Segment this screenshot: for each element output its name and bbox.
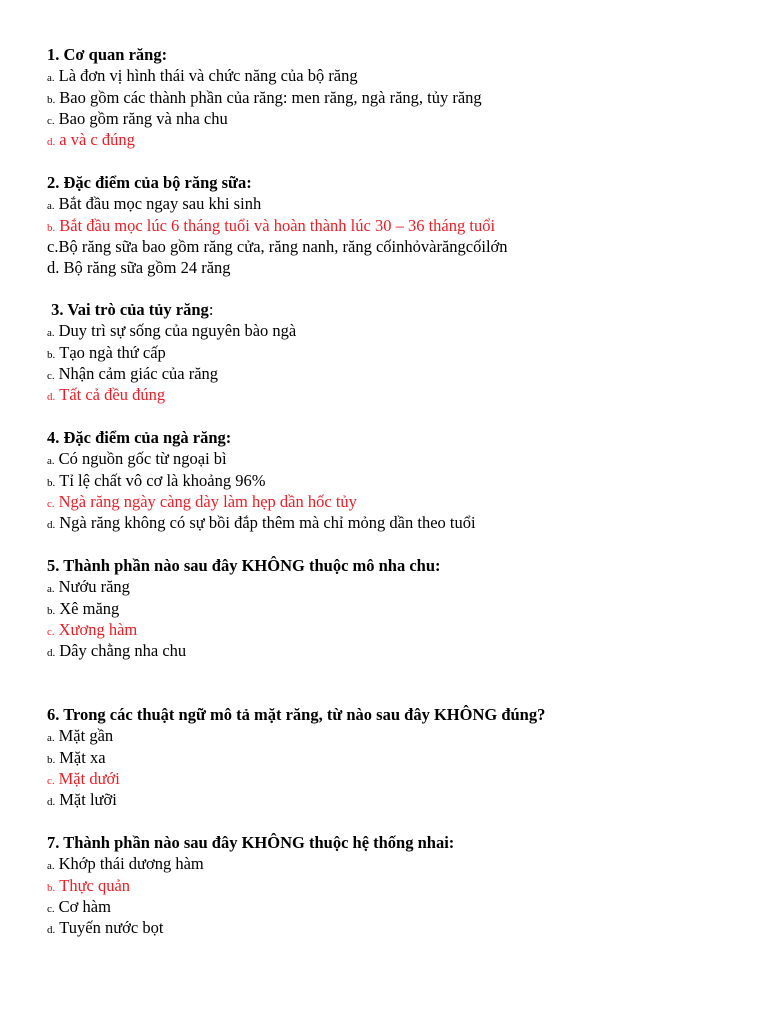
option-text: Xê măng — [59, 598, 120, 618]
option-text: Ngà răng ngày càng dày làm hẹp dần hốc tủy — [58, 491, 357, 511]
answer-option — [47, 320, 296, 341]
option-label: d. — [47, 796, 56, 809]
answer-option — [47, 896, 111, 917]
answer-option — [47, 917, 163, 938]
option-label: b. — [47, 93, 56, 106]
question-title-4 — [47, 427, 231, 448]
question-title-text: 6. Trong các thuật ngữ mô tả mặt răng, từ nào sau đây KHÔNG đúng? — [47, 705, 546, 724]
option-label: a. — [47, 455, 55, 468]
option-text: Nhận cảm giác của răng — [58, 363, 219, 383]
option-label: c. — [47, 774, 55, 787]
option-label: c. — [47, 902, 55, 915]
option-label: d. — [47, 391, 56, 404]
option-text: Khớp thái dương hàm — [58, 854, 204, 874]
answer-option — [47, 598, 119, 619]
answer-option-correct — [47, 768, 120, 789]
option-label: c. — [47, 497, 55, 510]
option-text: Mặt lưỡi — [59, 790, 117, 810]
option-text: Thực quản — [59, 875, 131, 895]
question-title-text: 4. Đặc điểm của ngà răng: — [47, 428, 232, 447]
question-title-1 — [47, 44, 167, 65]
option-label: a. — [47, 583, 55, 596]
option-label: c. — [47, 369, 55, 382]
question-title-6 — [47, 704, 545, 725]
question-title-tail: : — [208, 300, 214, 319]
option-text: Dây chằng nha chu — [59, 641, 187, 661]
option-text: Mặt gần — [58, 726, 114, 746]
question-title-text: 5. Thành phần nào sau đây KHÔNG thuộc mô nha chu: — [47, 556, 441, 575]
option-label: d. — [47, 647, 56, 660]
question-title-text: 2. Đặc điểm của bộ răng sữa: — [47, 173, 252, 192]
option-label: c. — [47, 625, 55, 638]
option-label: d. — [47, 924, 56, 937]
option-label: b. — [47, 476, 56, 489]
question-title-5 — [47, 555, 441, 576]
question-title-text: 7. Thành phần nào sau đây KHÔNG thuộc hệ thống nhai: — [47, 833, 455, 852]
option-text: Mặt dưới — [58, 768, 120, 788]
answer-option-correct — [47, 129, 135, 150]
answer-option — [47, 257, 231, 278]
option-text: Tuyến nước bọt — [59, 918, 164, 938]
answer-option-correct — [47, 384, 165, 405]
option-text: Ngà răng không có sự bồi đắp thêm mà chỉ mỏng dần theo tuổi — [59, 513, 476, 533]
answer-option-correct — [47, 491, 357, 512]
answer-option — [47, 789, 117, 810]
option-label: a. — [47, 860, 55, 873]
answer-option — [47, 193, 261, 214]
option-text: c.Bộ răng sữa bao gồm răng cửa, răng nanh, răng cốinhỏvàrăngcốilớn — [47, 236, 508, 256]
option-text: Tỉ lệ chất vô cơ là khoảng 96% — [59, 470, 266, 490]
option-text: Bao gồm răng và nha chu — [58, 108, 228, 128]
question-title-3 — [47, 299, 213, 320]
option-text: Là đơn vị hình thái và chức năng của bộ răng — [58, 66, 358, 86]
option-text: Có nguồn gốc từ ngoại bì — [58, 449, 227, 469]
option-text: a và c đúng — [59, 130, 135, 150]
answer-option-correct — [47, 215, 495, 236]
answer-option — [47, 576, 130, 597]
answer-option — [47, 87, 482, 108]
option-label: b. — [47, 881, 56, 894]
answer-option — [47, 640, 186, 661]
answer-option — [47, 853, 204, 874]
answer-option — [47, 108, 228, 129]
answer-option — [47, 342, 166, 363]
answer-option — [47, 512, 476, 533]
question-title-7 — [47, 832, 454, 853]
answer-option — [47, 448, 227, 469]
question-title-2 — [47, 172, 252, 193]
option-label: a. — [47, 72, 55, 85]
option-text: d. Bộ răng sữa gồm 24 răng — [47, 258, 231, 278]
option-text: Bắt đầu mọc lúc 6 tháng tuổi và hoàn thành lúc 30 – 36 tháng tuổi — [59, 215, 496, 235]
option-text: Bắt đầu mọc ngay sau khi sinh — [58, 194, 262, 214]
option-label: b. — [47, 604, 56, 617]
option-text: Duy trì sự sống của nguyên bào ngà — [58, 321, 297, 341]
option-label: b. — [47, 753, 56, 766]
option-text: Tất cả đều đúng — [59, 385, 166, 405]
option-text: Tạo ngà thứ cấp — [59, 342, 166, 362]
answer-option — [47, 65, 358, 86]
answer-option — [47, 470, 265, 491]
option-label: c. — [47, 114, 55, 127]
answer-option — [47, 236, 508, 257]
option-label: a. — [47, 327, 55, 340]
option-label: a. — [47, 732, 55, 745]
option-text: Mặt xa — [59, 747, 106, 767]
answer-option — [47, 725, 113, 746]
option-label: d. — [47, 136, 56, 149]
option-label: b. — [47, 348, 56, 361]
answer-option — [47, 747, 106, 768]
answer-option-correct — [47, 619, 137, 640]
option-label: a. — [47, 200, 55, 213]
question-title-text: 3. Vai trò của tủy răng — [47, 300, 209, 319]
answer-option-correct — [47, 875, 130, 896]
answer-option — [47, 363, 218, 384]
option-text: Cơ hàm — [58, 896, 111, 916]
option-label: d. — [47, 519, 56, 532]
option-text: Bao gồm các thành phần của răng: men răng, ngà răng, tủy răng — [59, 87, 482, 107]
question-title-text: 1. Cơ quan răng: — [47, 45, 168, 64]
option-text: Xương hàm — [58, 619, 138, 639]
option-text: Nướu răng — [58, 577, 130, 597]
option-label: b. — [47, 221, 56, 234]
